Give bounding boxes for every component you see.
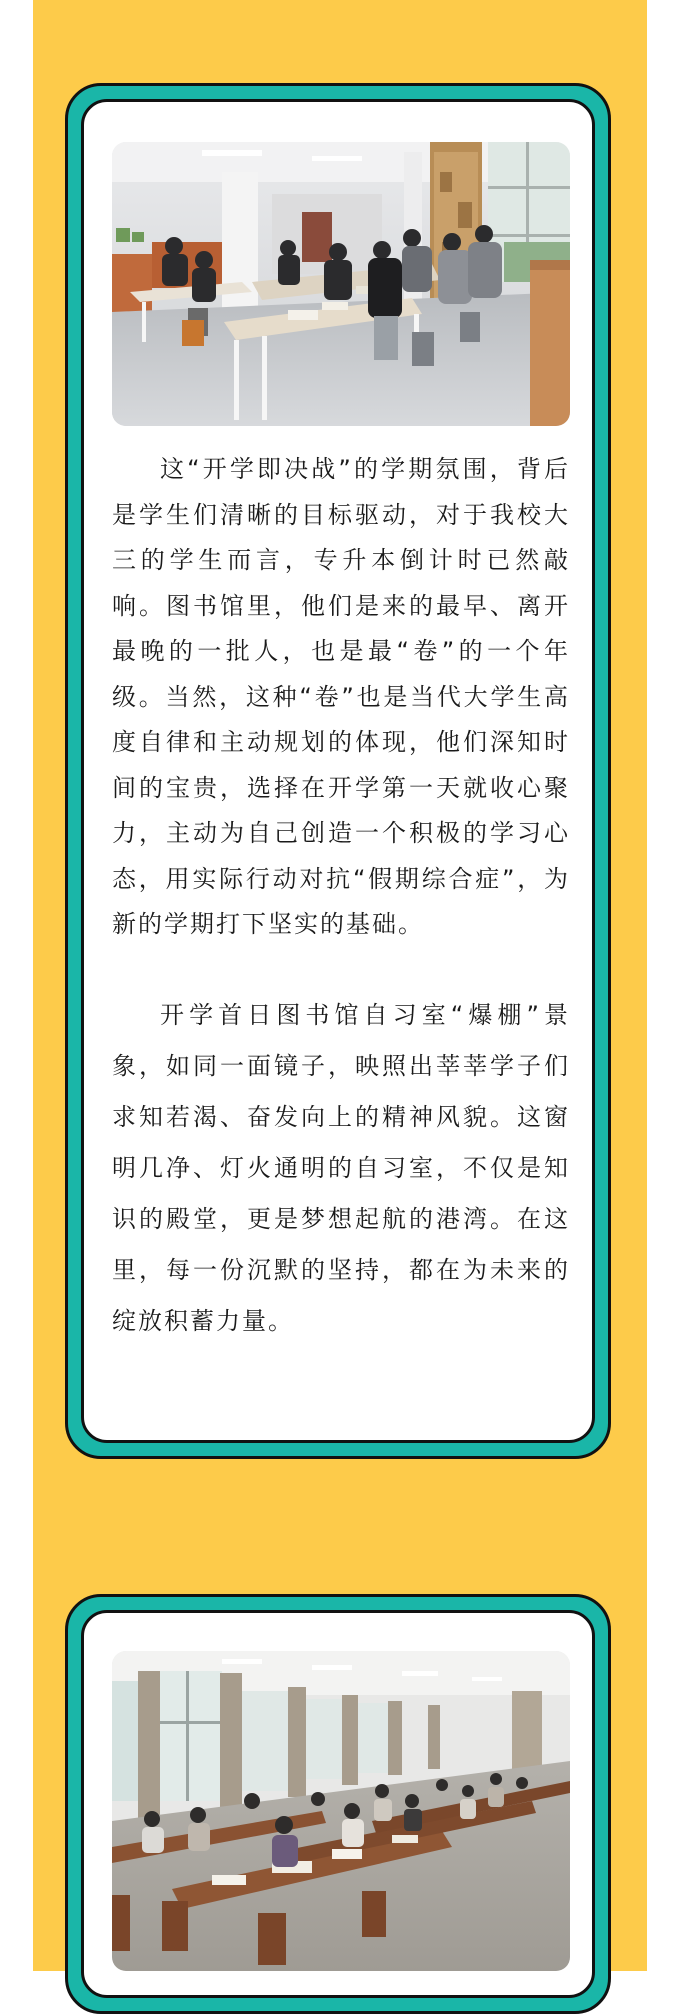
article-paragraph-2: 开学首日图书馆自习室“爆棚”景象，如同一面镜子，映照出莘莘学子们求知若渴、奋发向上的精神风貌。这窗明几净、灯火通明的自习室，不仅是知识的殿堂，更是梦想起航的港湾。在这里，每一份沉默的坚持，都在为未来的绽放积蓄力量。	[112, 1000, 570, 1335]
study-room-card-content	[81, 1610, 595, 1998]
article-text	[112, 447, 570, 1347]
study-room-card-frame	[65, 1594, 611, 2014]
article-paragraph-1: 这“开学即决战”的学期氛围，背后是学生们清晰的目标驱动，对于我校大三的学生而言，专升本倒计时已然敲响。图书馆里，他们是来的最早、离开最晚的一批人，也是最“卷”的一个年级。当然，这种“卷”也是当代大学生高度自律和主动规划的体现，他们深知时间的宝贵，选择在开学第一天就收心聚力，主动为自己创造一个积极的学习心态，用实际行动对抗“假期综合症”，为新的学期打下坚实的基础。	[112, 455, 570, 938]
study-room-photo	[112, 1651, 570, 1971]
article-card-content	[81, 99, 595, 1443]
article-card-frame	[65, 83, 611, 1459]
library-reading-area-photo	[112, 142, 570, 426]
